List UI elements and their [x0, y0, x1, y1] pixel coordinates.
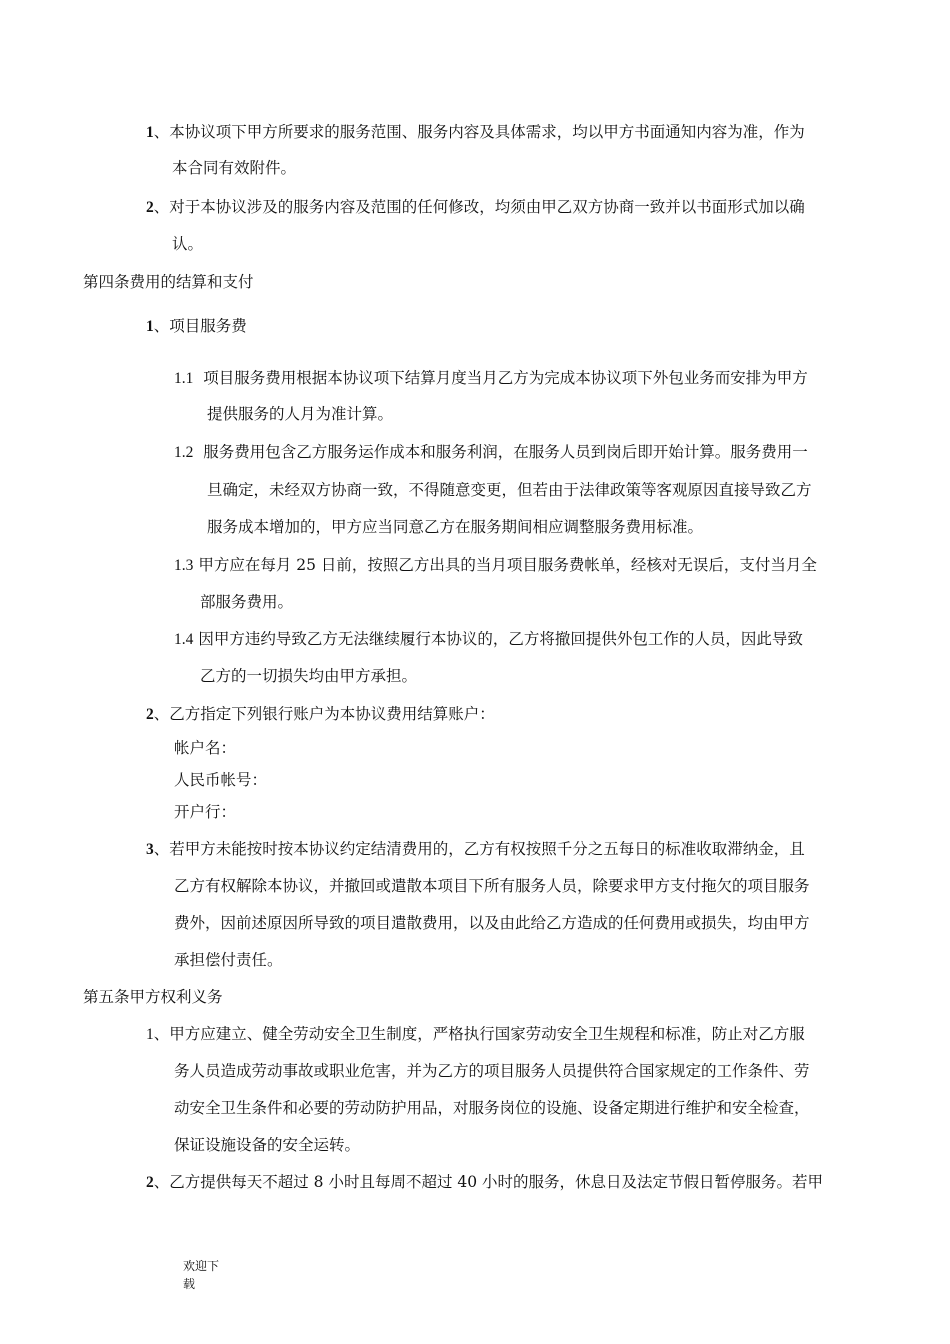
- clause-text: 服务费用包含乙方服务运作成本和服务利润，在服务人员到岗后即开始计算。服务费用一: [203, 443, 808, 461]
- duty-1-line-2: 务人员造成劳动事故或职业危害，并为乙方的项目服务人员提供符合国家规定的工作条件、劳: [174, 1062, 810, 1080]
- section-3-line-4: 承担偿付责任。: [174, 951, 283, 969]
- bank-label: 开户行：: [174, 803, 237, 821]
- clause-1-3-line-1: [174, 555, 817, 576]
- clause-text: 、若甲方未能按时按本协议约定结清费用的，乙方有权按照千分之五每日的标准收取滞纳金，且: [153, 840, 805, 858]
- article-5-heading: 第五条甲方权利义务: [83, 988, 223, 1006]
- clause-text: 、对于本协议涉及的服务内容及范围的任何修改，均须由甲乙双方协商一致并以书面形式加以确: [153, 198, 805, 216]
- clause-text: 甲方应在每月 25 日前，按照乙方出具的当月项目服务费帐单，经核对无误后，支付当月全: [198, 556, 817, 574]
- clause-number: 3: [146, 841, 154, 858]
- clause-1-2-line-3: 服务成本增加的，甲方应当同意乙方在服务期间相应调整服务费用标准。: [207, 518, 704, 536]
- section-2-heading: [146, 704, 495, 725]
- account-number-label: 人民币帐号：: [174, 771, 268, 789]
- clause-number: 1: [146, 318, 154, 335]
- section-3-line-3: 费外，因前述原因所导致的项目遣散费用，以及由此给乙方造成的任何费用或损失，均由甲方: [174, 914, 810, 932]
- clause-1-line-1: [146, 122, 805, 143]
- clause-1-4-line-2: 乙方的一切损失均由甲方承担。: [200, 667, 418, 685]
- clause-number: 1.3: [174, 557, 194, 574]
- clause-1-2-line-2: 旦确定，未经双方协商一致，不得随意变更，但若由于法律政策等客观原因直接导致乙方: [207, 481, 812, 499]
- clause-2-line-1: [146, 197, 805, 218]
- clause-number: 2: [146, 1174, 154, 1191]
- clause-2-line-2: 认。: [172, 235, 204, 253]
- footer-line-2: 载: [183, 1277, 196, 1291]
- clause-text: 、甲方应建立、健全劳动安全卫生制度，严格执行国家劳动安全卫生规程和标准，防止对乙方服: [153, 1025, 805, 1043]
- clause-number: 1.4: [174, 631, 194, 648]
- clause-number: 2: [146, 199, 154, 216]
- duty-1-line-3: 动安全卫生条件和必要的劳动防护用品，对服务岗位的设施、设备定期进行维护和安全检查，: [174, 1099, 810, 1117]
- clause-number: 1: [146, 1026, 154, 1043]
- clause-1-1-line-1: [174, 368, 808, 389]
- section-3-line-2: 乙方有权解除本协议，并撤回或遣散本项目下所有服务人员，除要求甲方支付拖欠的项目服务: [174, 877, 810, 895]
- clause-text: 项目服务费用根据本协议项下结算月度当月乙方为完成本协议项下外包业务而安排为甲方: [203, 369, 808, 387]
- article-4-heading: 第四条费用的结算和支付: [83, 273, 254, 291]
- footer-line-1: 欢迎下: [183, 1259, 220, 1273]
- clause-text: 、项目服务费: [153, 317, 247, 335]
- clause-number: 1.1: [174, 370, 194, 387]
- clause-1-1-line-2: 提供服务的人月为准计算。: [207, 405, 394, 423]
- account-name-label: 帐户名：: [174, 739, 237, 757]
- clause-1-3-line-2: 部服务费用。: [200, 593, 294, 611]
- clause-1-4-line-1: [174, 629, 803, 650]
- duty-1-line-4: 保证设施设备的安全运转。: [174, 1136, 361, 1154]
- clause-number: 1: [146, 124, 154, 141]
- clause-1-2-line-1: [174, 442, 808, 463]
- clause-text: 、乙方提供每天不超过 8 小时且每周不超过 40 小时的服务，休息日及法定节假日暂停服务。若甲: [153, 1173, 824, 1191]
- section-3-line-1: [146, 839, 805, 860]
- clause-number: 1.2: [174, 444, 194, 461]
- clause-text: 、本协议项下甲方所要求的服务范围、服务内容及具体需求，均以甲方书面通知内容为准，作为: [153, 123, 805, 141]
- clause-text: 因甲方违约导致乙方无法继续履行本协议的，乙方将撤回提供外包工作的人员，因此导致: [198, 630, 803, 648]
- footer-note: [183, 1257, 219, 1293]
- clause-number: 2: [146, 706, 154, 723]
- duty-1-line-1: [146, 1024, 805, 1045]
- duty-2-line-1: [146, 1172, 823, 1193]
- clause-1-line-2: 本合同有效附件。: [172, 159, 297, 177]
- clause-text: 、乙方指定下列银行账户为本协议费用结算账户：: [153, 705, 495, 723]
- section-1-heading: [146, 316, 247, 337]
